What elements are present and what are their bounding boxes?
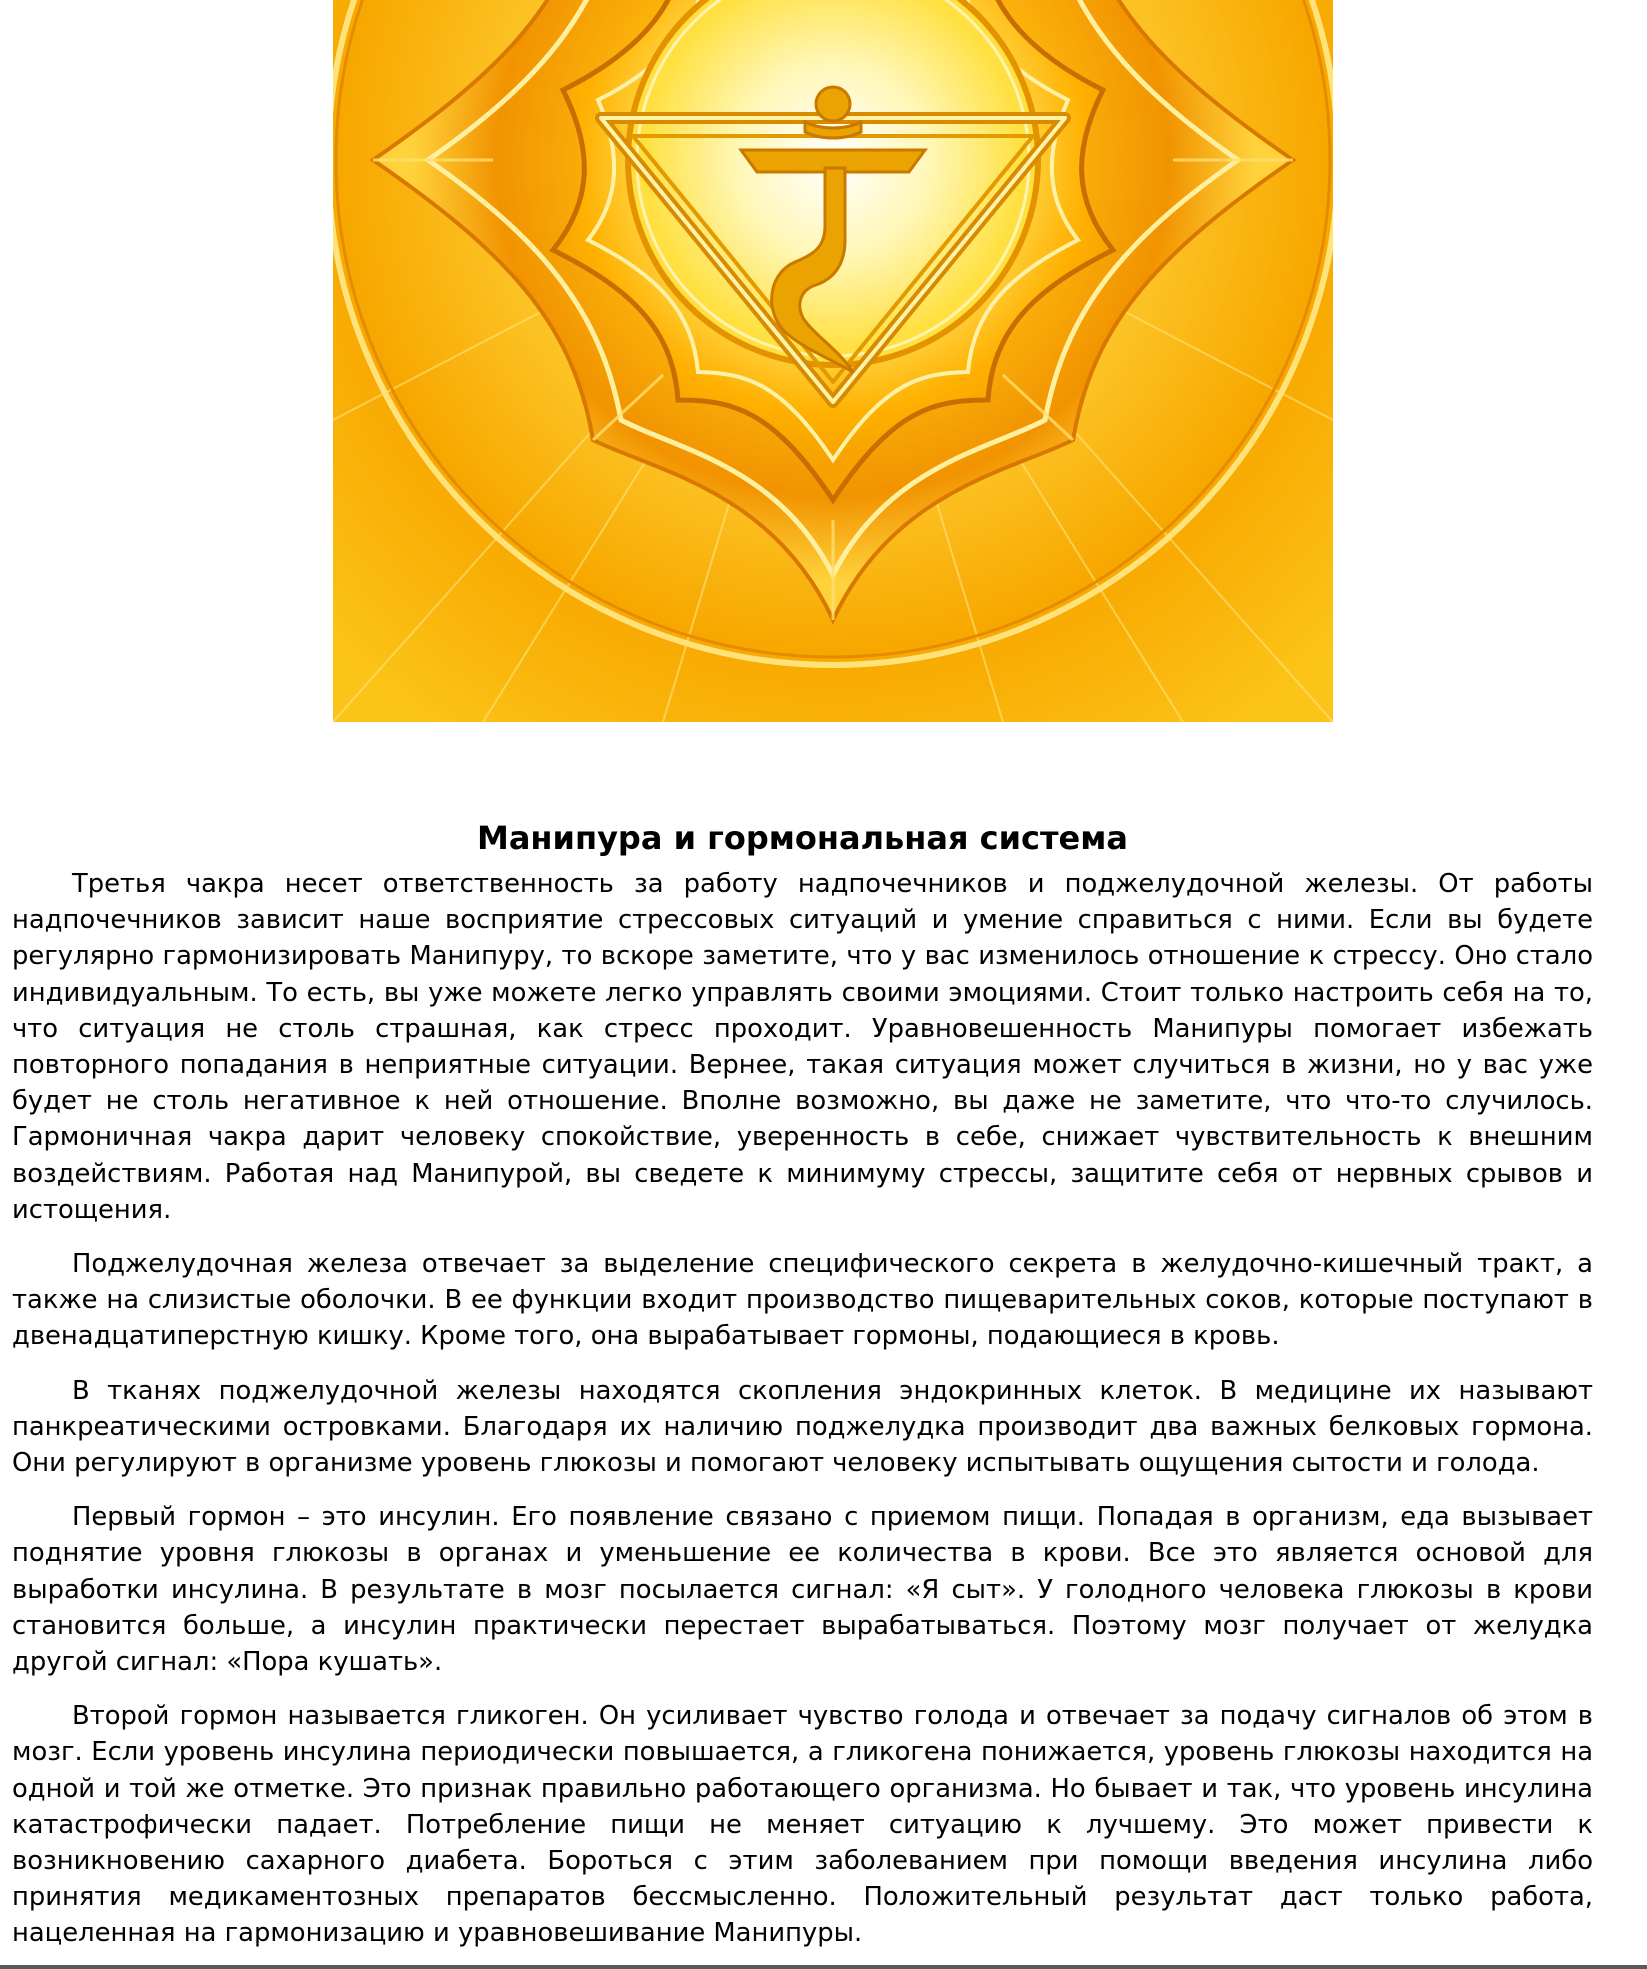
article-section (12, 816, 1593, 1952)
manipura-chakra-image (333, 0, 1333, 722)
paragraph-pancreatic-islets: В тканях поджелудочной железы находятся скопления эндокринных клеток. В медицине их называют панкреатическими островками. Благодаря их наличию поджелудка производит два важных белковых гормона. Они регулируют в организме уровень глюкозы и помогают человеку испытывать ощущения сытости и голода. (12, 1375, 1593, 1479)
paragraph-pancreas-function: Поджелудочная железа отвечает за выделение специфического секрета в желудочно-кишечный тракт, а также на слизистые оболочки. В ее функции входит производство пищеварительных соков, которые поступают в двенадцатиперстную кишку. Кроме того, она вырабатывает гормоны, подающиеся в кровь. (12, 1249, 1593, 1352)
chakra-mandala (333, 0, 1333, 722)
paragraph-adrenal-glands: Третья чакра несет ответственность за работу надпочечников и поджелудочной железы. От работы надпочечников зависит наше восприятие стрессовых ситуаций и умение справиться с ними. Если вы будете регулярно гармонизировать Манипуру, то вскоре заметите, что у вас изменилось отношение к стрессу. Оно стало индивидуальным. То есть, вы уже можете легко управлять своими эмоциями. Стоит только настроить себя на то, что ситуация не столь страшная, как стресс проходит. Уравновешенность Манипуры помогает избежать повторного попадания в неприятные ситуации. Вернее, такая ситуация может случиться в жизни, но у вас уже будет не столь негативное к ней отношение. Вполне возможно, вы даже не заметите, что что-то случилось. Гармоничная чакра дарит человеку спокойствие, уверенность в себе, снижает чувствительность к внешним воздействиям. Работая над Манипурой, вы сведете к минимуму стрессы, защитите себя от нервных срывов и истощения. (12, 869, 1593, 1225)
article-title: Манипура и гормональная система (476, 819, 1128, 857)
bottom-divider (0, 1965, 1647, 1969)
paragraph-glycogen: Второй гормон называется гликоген. Он усиливает чувство голода и отвечает за подачу сигналов об этом в мозг. Если уровень инсулина периодически повышается, а гликогена понижается, уровень глюкозы находится на одной и той же отметке. Это признак правильно работающего организма. Но бывает и так, что уровень инсулина катастрофически падает. Потребление пищи не меняет ситуацию к лучшему. Это может привести к возникновению сахарного диабета. Бороться с этим заболеванием при помощи введения инсулина либо принятия медикаментозных препаратов бессмысленно. Положительный результат даст только работа, нацеленная на гармонизацию и уравновешивание Манипуры. (12, 1701, 1593, 1949)
paragraph-insulin: Первый гормон – это инсулин. Его появление связано с приемом пищи. Попадая в организм, еда вызывает поднятие уровня глюкозы в органах и уменьшение ее количества в крови. Все это является основой для выработки инсулина. В результате в мозг посылается сигнал: «Я сыт». У голодного человека глюкозы в крови становится больше, а инсулин практически перестает вырабатываться. Поэтому мозг получает от желудка другой сигнал: «Пора кушать». (12, 1502, 1593, 1678)
